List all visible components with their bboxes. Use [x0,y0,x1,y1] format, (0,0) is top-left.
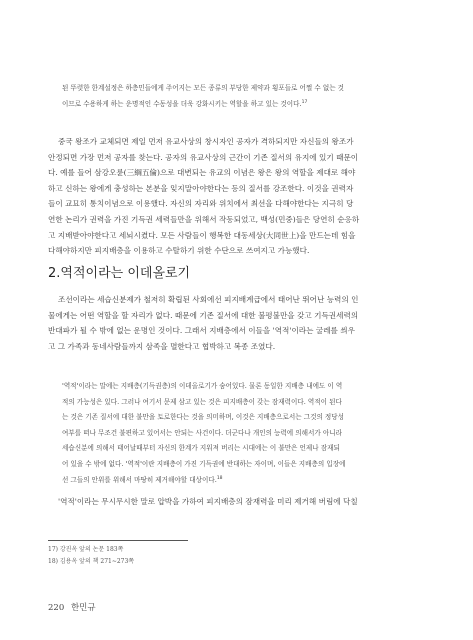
top-quote-line-text: 이므로 수용하게 하는 운명적인 수동성을 더욱 강화시키는 역할을 하고 있는 것이다. [62,100,302,108]
paragraph-2 [48,292,432,354]
footnote-divider [48,540,188,541]
footnote-item: 17) 강진옥 앞의 논문 183쪽 [48,546,124,553]
block-quote-line: 어 있을 수 밖에 없다. '역적'이란 지배층이 가진 기득권에 반대하는 자이며, 이들은 지배층의 입장에 [62,459,346,468]
block-quote-line: 여부를 떠나 무조건 불편하고 있어서는 안되는 사건이다. 더군다나 개인의 능력에 의해서가 아니라 [62,428,342,437]
block-quote-line: 세습신분에 의해서 태어날때부터 자신의 한계가 지워져 버리는 시대에는 이 불만은 언제나 잠재되 [62,444,340,453]
paragraph-line: 조선이라는 세습신분제가 철저히 확립된 사회에선 피지배계급에서 태어난 뛰어난 능력의 인 [58,295,359,304]
paragraph-line: 다. 예를 들어 삼강오륜(三綱五倫)으로 대변되는 유교의 이념은 왕은 왕의 역할을 제대로 해야 [48,168,356,178]
paragraph-line: '역적'이라는 무시무시한 말로 압박을 가하여 피지배층의 잠재력을 미리 제거해 버림에 닥칠 [58,497,358,506]
paragraph-line: 하고 신하는 왕에게 충성하는 본분을 잊지말아야한다는 등의 질서를 강조한다. 이것을 권력자 [48,183,354,193]
paragraph-line: 반대파가 될 수 밖에 없는 운명인 것이다. 그래서 지배층에서 이들을 '역적'이라는 굴레를 씌우 [48,326,355,336]
footnote-ref: 18 [216,475,223,481]
paragraph-line: 중국 왕조가 교체되면 제일 먼저 유교사상의 창시자인 공자가 격하되지만 자신들의 왕조가 [58,137,354,146]
block-quote [62,379,422,488]
top-quote [62,80,422,112]
paragraph-line: 연한 논리가 권력을 가진 기득권 세력들만을 위해서 작동되었고, 백성(민중)들은 당연히 순응하 [48,214,360,224]
page-folio [48,601,96,613]
footnotes [48,544,134,568]
block-quote-line: '역적'이라는 말에는 지배층(기득권층)의 이데올로기가 숨어있다. 물론 동일한 지배층 내에도 이 역 [62,382,343,390]
paragraph-line: 고 지배받아야한다고 세뇌시켰다. 모든 사람들이 행복한 대동세상(大同世上)을 만드는데 힘을 [48,230,356,240]
top-quote-line: 된 뚜렷한 한계설정은 하층민들에게 주어지는 모든 종류의 부당한 제약과 횡포들로 어쩔 수 없는 것 [62,84,345,92]
running-title: 한민규 [70,603,96,613]
top-quote-line [62,96,422,112]
paragraph-line: 물에게는 어떤 역할을 할 자리가 없다. 때문에 기존 질서에 대한 불평불만을 갖고 기득권세력의 [48,310,359,320]
block-quote-line [62,473,422,489]
paragraph-line: 안정되면 가장 먼저 공자를 찾는다. 공자의 유교사상의 근간이 기존 질서의 유지에 있기 때문이 [48,152,359,162]
page-number: 220 [48,603,65,613]
section-heading: 2.역적이라는 이데올로기 [48,266,191,281]
paragraph-3 [48,494,432,510]
paragraph-1 [48,134,432,259]
block-quote-line: 적의 가능성은 있다. 그러나 여기서 문제 삼고 있는 것은 피지배층이 갖는 잠재력이다. 역적이 된다 [62,397,342,406]
paragraph-line: 들이 교묘히 통치이념으로 이용했다. 자신의 자리와 위치에서 최선을 다해야한다는 지극히 당 [48,199,354,209]
footnote-ref: 17 [301,99,308,105]
footnote-item: 18) 김용옥 앞의 책 271~273쪽 [48,558,135,565]
paragraph-line: 고 그 가족과 동네사람들까지 삼족을 멸한다고 협박하고 복종 조였다. [48,341,276,351]
block-quote-line: 는 것은 기존 질서에 대한 불만을 토로한다는 것을 의미하며, 이것은 지배층으로서는 그것의 정당성 [62,413,345,422]
block-quote-line-text: 선 그들의 안위를 위해서 마땅히 제거해야할 대상이다. [62,475,217,484]
paragraph-line: 다해야하지만 피지배층을 이용하고 수탈하기 위한 수단으로 쓰여지고 가능했다. [48,246,310,256]
